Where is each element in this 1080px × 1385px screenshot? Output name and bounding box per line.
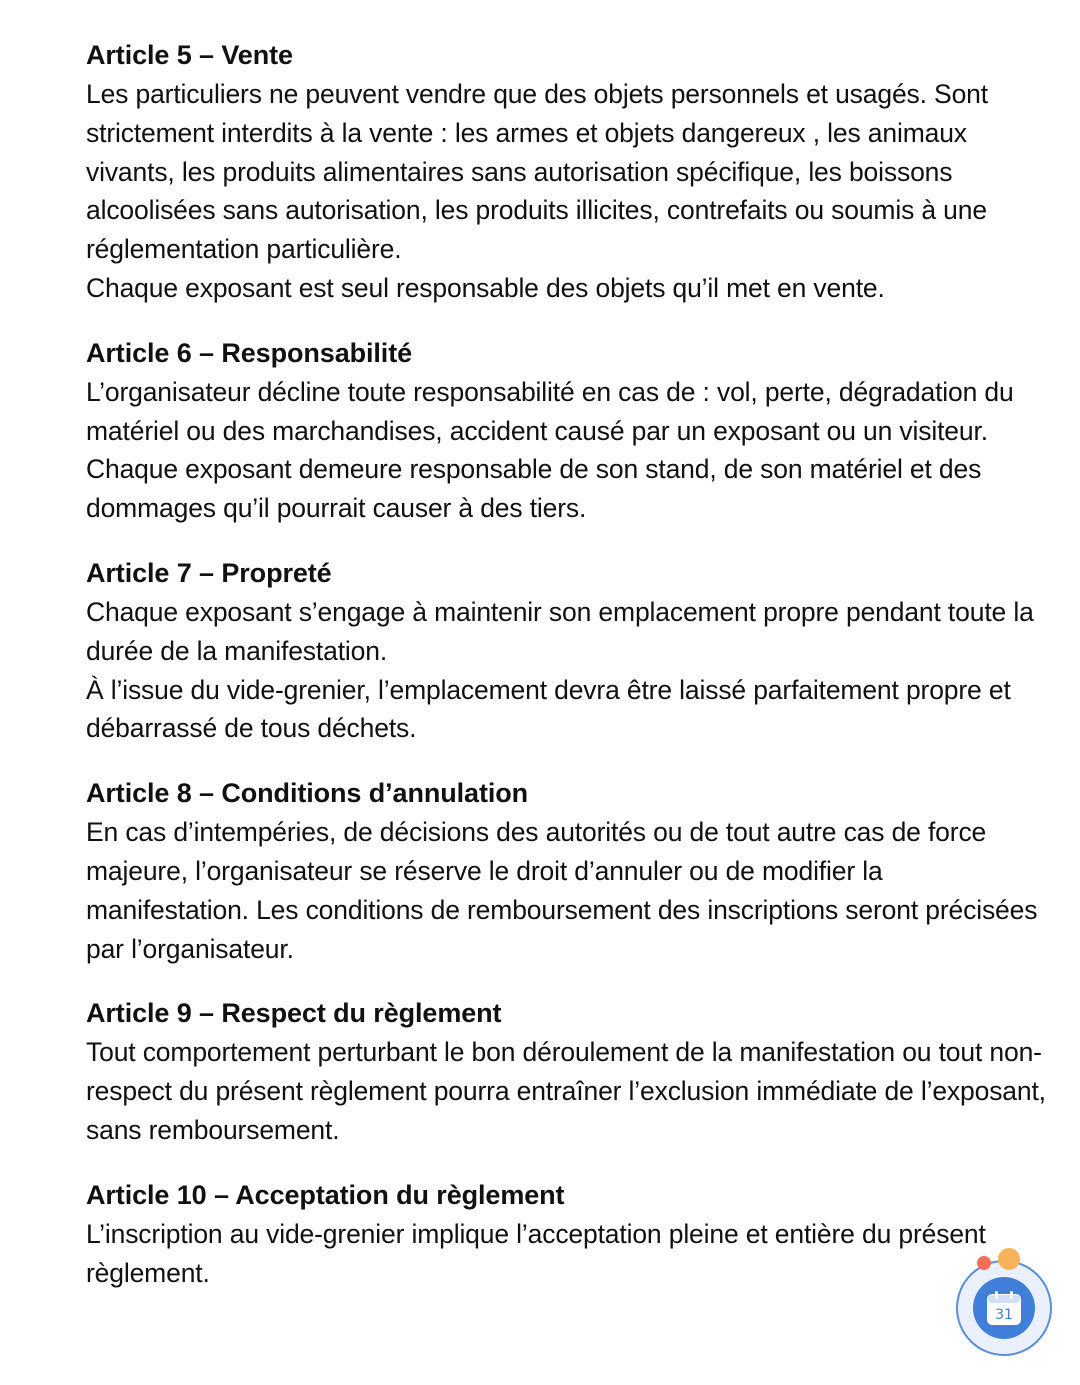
article-paragraph: Chaque exposant s’engage à maintenir son emplacement propre pendant toute la durée de la manifestation. <box>86 596 1034 666</box>
article-paragraph: Chaque exposant demeure responsable de son stand, de son matériel et des dommages qu’il pourrait causer à des tiers. <box>86 454 982 524</box>
floating-calendar-button[interactable] <box>956 1260 1052 1356</box>
article-paragraph: Tout comportement perturbant le bon déroulement de la manifestation ou tout non-respect du présent règlement pourra entraîner l’exclusion immédiate de l’exposant, sans remboursement. <box>86 1037 1046 1145</box>
calendar-day-label: 31 <box>995 1307 1013 1323</box>
article-paragraph: L’organisateur décline toute responsabilité en cas de : vol, perte, dégradation du matériel ou des marchandises, accident causé par un exposant ou un visiteur. <box>86 376 1014 446</box>
calendar-button-face <box>973 1277 1035 1339</box>
article-title: Article 10 – Acceptation du règlement <box>86 1179 565 1210</box>
article-title: Article 8 – Conditions d’annulation <box>86 778 529 809</box>
article-title: Article 7 – Propreté <box>86 557 332 588</box>
article-paragraph: L’inscription au vide-grenier implique l’acceptation pleine et entière du présent règlement. <box>86 1218 986 1288</box>
article-paragraph: Chaque exposant est seul responsable des objets qu’il met en vente. <box>86 272 885 303</box>
document-body <box>86 36 1046 1318</box>
notification-dot <box>977 1256 991 1270</box>
notification-dot <box>998 1248 1020 1270</box>
article-paragraph: À l’issue du vide-grenier, l’emplacement devra être laissé parfaitement propre et débarrassé de tous déchets. <box>86 674 1011 744</box>
article-5 <box>86 36 1046 308</box>
article-7 <box>86 554 1046 748</box>
article-paragraph: En cas d’intempéries, de décisions des autorités ou de tout autre cas de force majeure, l’organisateur se réserve le droit d’annuler ou de modifier la manifestation. Les conditions de remboursement des inscriptions seront précisées par l’organisateur. <box>86 817 1038 964</box>
calendar-icon <box>985 1289 1023 1327</box>
article-10 <box>86 1176 1046 1293</box>
article-title: Article 6 – Responsabilité <box>86 337 413 368</box>
article-title: Article 5 – Vente <box>86 40 293 70</box>
article-paragraph: Les particuliers ne peuvent vendre que des objets personnels et usagés. Sont strictement interdits à la vente : les armes et objets dangereux , les animaux vivants, les produits alimentaires sans autorisation spécifique, les boissons alcoolisées sans autorisation, les produits illicites, contrefaits ou soumis à une réglementation particulière. <box>86 79 988 265</box>
article-6 <box>86 334 1046 528</box>
article-9 <box>86 994 1046 1149</box>
article-8 <box>86 774 1046 968</box>
article-title: Article 9 – Respect du règlement <box>86 998 502 1029</box>
